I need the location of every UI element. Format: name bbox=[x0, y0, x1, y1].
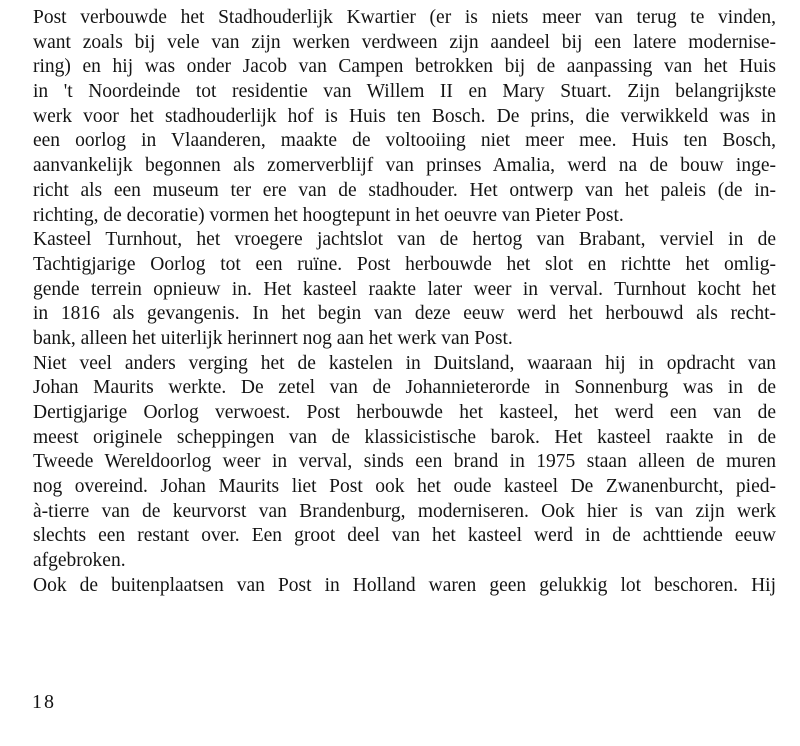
paragraph bbox=[33, 574, 776, 599]
text-line: aanvankelijk begonnen als zomerverblijf van prinses Amalia, werd na de bouw inge- bbox=[33, 155, 776, 177]
text-line: ring) en hij was onder Jacob van Campen betrokken bij de aanpassing van het Huis bbox=[33, 56, 776, 78]
text-line: afgebroken. bbox=[33, 550, 126, 572]
text-line: à-tierre van de keurvorst van Brandenburg, moderniseren. Ook hier is van zijn werk bbox=[33, 500, 776, 522]
text-line: gende terrein opnieuw in. Het kasteel raakte later weer in verval. Turnhout kocht het bbox=[33, 278, 776, 300]
text-line: Ook de buitenplaatsen van Post in Holland waren geen gelukkig lot beschoren. Hij bbox=[33, 574, 776, 596]
text-line: Tachtigjarige Oorlog tot een ruïne. Post herbouwde het slot en richtte het omlig- bbox=[33, 253, 776, 275]
text-line: Dertigjarige Oorlog verwoest. Post herbouwde het kasteel, het werd een van de bbox=[33, 402, 776, 423]
text-line: meest originele scheppingen van de klassicistische barok. Het kasteel raakte in de bbox=[33, 426, 776, 448]
paragraph bbox=[33, 352, 776, 574]
body-text bbox=[33, 6, 776, 599]
text-line: Post verbouwde het Stadhouderlijk Kwartier (er is niets meer van terug te vinden, bbox=[33, 7, 776, 28]
text-line: richt als een museum ter ere van de stadhouder. Het ontwerp van het paleis (de in- bbox=[33, 179, 776, 201]
text-line: slechts een restant over. Een groot deel van het kasteel werd in de achttiende eeuw bbox=[33, 525, 776, 547]
text-line: bank, alleen het uiterlijk herinnert nog aan het werk van Post. bbox=[33, 327, 513, 349]
text-line: want zoals bij vele van zijn werken verdween zijn aandeel bij een latere modernise- bbox=[33, 31, 776, 53]
page-number: 18 bbox=[32, 691, 56, 713]
text-line: Tweede Wereldoorlog weer in verval, sinds een brand in 1975 staan alleen de muren bbox=[33, 451, 776, 473]
text-line: richting, de decoratie) vormen het hoogtepunt in het oeuvre van Pieter Post. bbox=[33, 204, 624, 226]
paragraph bbox=[33, 6, 776, 228]
text-line: Niet veel anders verging het de kastelen in Duitsland, waaraan hij in opdracht van bbox=[33, 352, 776, 374]
paragraph bbox=[33, 228, 776, 351]
text-line: in 't Noordeinde tot residentie van Willem II en Mary Stuart. Zijn belangrijkste bbox=[33, 81, 776, 103]
text-line: in 1816 als gevangenis. In het begin van deze eeuw werd het herbouwd als recht- bbox=[33, 303, 776, 325]
text-line: Kasteel Turnhout, het vroegere jachtslot van de hertog van Brabant, verviel in de bbox=[33, 229, 776, 251]
text-line: Johan Maurits werkte. De zetel van de Johannieterorde in Sonnenburg was in de bbox=[33, 377, 776, 399]
text-line: nog overeind. Johan Maurits liet Post ook het oude kasteel De Zwanenburcht, pied- bbox=[33, 476, 776, 498]
text-line: een oorlog in Vlaanderen, maakte de voltooiing niet meer mee. Huis ten Bosch, bbox=[33, 130, 776, 152]
text-line: werk voor het stadhouderlijk hof is Huis ten Bosch. De prins, die verwikkeld was in bbox=[33, 105, 776, 127]
